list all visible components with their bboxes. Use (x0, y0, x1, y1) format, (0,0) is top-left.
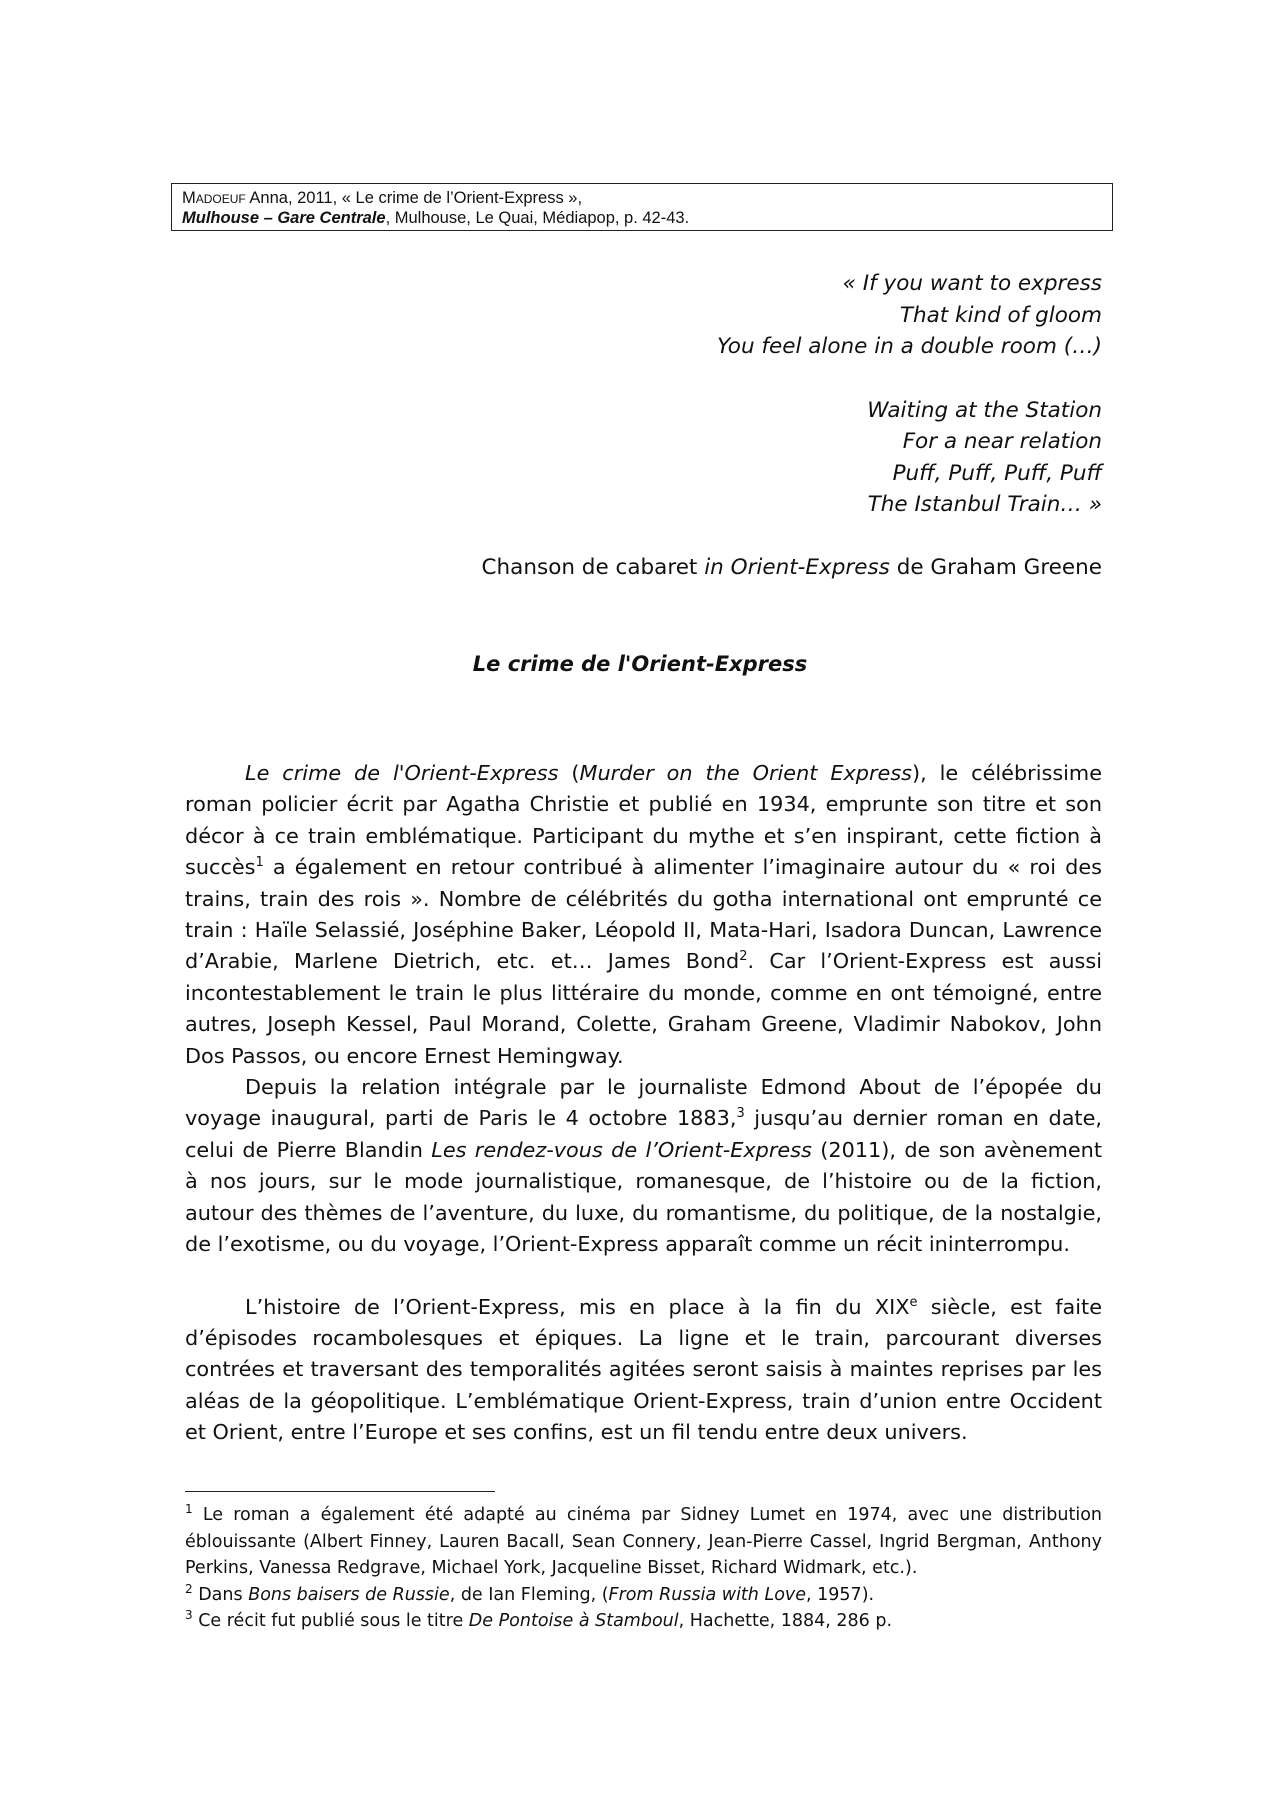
epigraph-line: Waiting at the Station (867, 397, 1102, 423)
footnote-number: 1 (185, 1502, 193, 1517)
text-run: jusqu’au dernier roman en date, celui de Pierre Blandin (185, 1106, 1102, 1162)
epigraph-line: For a near relation (902, 429, 1102, 454)
paragraph-3 (185, 1292, 1102, 1449)
epigraph-line: Puff, Puff, Puff, Puff (892, 460, 1102, 486)
epigraph-source-work: Orient-Express (730, 555, 890, 580)
citation-details: Anna, 2011, « Le crime de l’Orient-Express », (245, 189, 583, 207)
text-run: (2011), de son avènement à nos jours, sur le mode journalistique, romanesque, de l’histoire ou de la fiction, autour des thèmes de l’aventure, du luxe, du romantisme, du politique, de la nostalgie, de l’exotisme, ou du voyage, l’Orient-Express apparaît comme un récit ininterrompu. (185, 1137, 1103, 1257)
book-title: Les rendez-vous de l’Orient-Express (431, 1137, 812, 1162)
footnote-book: Bons baisers de Russie (248, 1584, 450, 1605)
text-run: a également en retour contribué à alimenter l’imaginaire autour du « roi des trains, train des rois ». Nombre de célébrités du gotha international ont emprunté ce train : Haïle Selassié, Joséphine Baker, Léopold II, Mata-Hari, Isadora Duncan, Lawrence d’Arabie, Marlene Dietrich, etc. et… James Bond (185, 855, 1102, 974)
citation-publisher: , Mulhouse, Le Quai, Médiapop, p. 42-43. (385, 209, 690, 227)
footnote-ref-3[interactable]: 3 (736, 1106, 745, 1122)
epigraph-source-suffix: de Graham Greene (889, 555, 1102, 580)
text-run: Depuis la relation intégrale par le journaliste Edmond About de l’épopée du voyage inaugural, parti de Paris le 4 octobre 1883, (185, 1075, 1102, 1131)
text-run: siècle, est faite d’épisodes rocambolesques et épiques. La ligne et le train, parcourant diverses contrées et traversant des temporalités agitées seront saisis à maintes reprises par les aléas de la géopolitique. L’emblématique Orient-Express, train d’union entre Occident et Orient, entre l’Europe et ses confins, est un fil tendu entre deux univers. (185, 1294, 1103, 1445)
epigraph-line: That kind of gloom (899, 302, 1102, 328)
footnote-text: , 1957). (806, 1584, 875, 1605)
footnote-ref-1[interactable]: 1 (255, 855, 264, 871)
text-run: ), le célébrissime roman policier écrit par Agatha Christie et publié en 1934, emprunte son titre et son décor à ce train emblématique. Participant du mythe et s’en inspirant, cette fiction à succès (185, 761, 1102, 880)
text-run: . Car l’Orient-Express est aussi incontestablement le train le plus littéraire du monde, comme en ont témoigné, entre autres, Joseph Kessel, Paul Morand, Colette, Graham Greene, Vladimir Nabokov, John Dos Passos, ou encore Ernest Hemingway. (185, 949, 1102, 1068)
epigraph-stanza-1 (717, 268, 1102, 363)
footnote-text: Le roman a également été adapté au cinéma par Sidney Lumet en 1974, avec une distribution éblouissante (Albert Finney, Lauren Bacall, Sean Connery, Jean-Pierre Cassel, Ingrid Bergman, Anthony Perkins, Vanessa Redgrave, Michael York, Jacqueline Bisset, Richard Widmark, etc.). (185, 1505, 1102, 1578)
citation-line-1 (182, 188, 1102, 208)
footnote-book: De Pontoise à Stamboul (468, 1611, 679, 1631)
footnote-ref-2[interactable]: 2 (739, 949, 748, 965)
footnote-original-title: From Russia with Love (608, 1584, 807, 1605)
footnote-number: 2 (185, 1581, 193, 1596)
citation-line-2 (182, 208, 1102, 228)
epigraph-source-in: in (704, 555, 724, 580)
citation-author: Madoeuf (182, 189, 246, 207)
article-body (185, 758, 1102, 1449)
article-title: Le crime de l'Orient-Express (472, 652, 808, 676)
footnote-text: , Hachette, 1884, 286 p. (678, 1611, 893, 1631)
paragraph-1 (185, 758, 1102, 1072)
paragraph-2 (185, 1072, 1102, 1260)
footnote-text: Ce récit fut publié sous le titre (192, 1611, 469, 1631)
century-superscript: e (909, 1294, 918, 1310)
epigraph-source (482, 553, 1102, 583)
novel-title: Le crime de l'Orient-Express (245, 761, 559, 785)
footnote-number: 3 (185, 1608, 193, 1623)
text-run: ( (558, 761, 580, 785)
footnote-separator (185, 1491, 495, 1492)
epigraph-line: The Istanbul Train… » (867, 492, 1102, 517)
footnote-3 (185, 1608, 1102, 1635)
footnote-2 (185, 1582, 1102, 1609)
epigraph-line: You feel alone in a double room (…) (717, 334, 1102, 359)
citation-box (171, 183, 1113, 231)
text-run: L’histoire de l’Orient-Express, mis en place à la fin du XIX (245, 1294, 910, 1319)
epigraph-source-prefix: Chanson de cabaret (481, 555, 705, 580)
citation-book-title: Mulhouse – Gare Centrale (182, 209, 386, 227)
footnote-text: , de Ian Fleming, ( (449, 1584, 609, 1605)
footnotes (185, 1502, 1102, 1635)
footnote-1 (185, 1502, 1102, 1582)
epigraph-stanza-2 (717, 395, 1102, 521)
novel-original-title: Murder on the Orient Express (579, 761, 912, 785)
footnote-text: Dans (192, 1584, 249, 1605)
epigraph-line: « If you want to express (842, 271, 1102, 296)
epigraph (717, 268, 1102, 521)
